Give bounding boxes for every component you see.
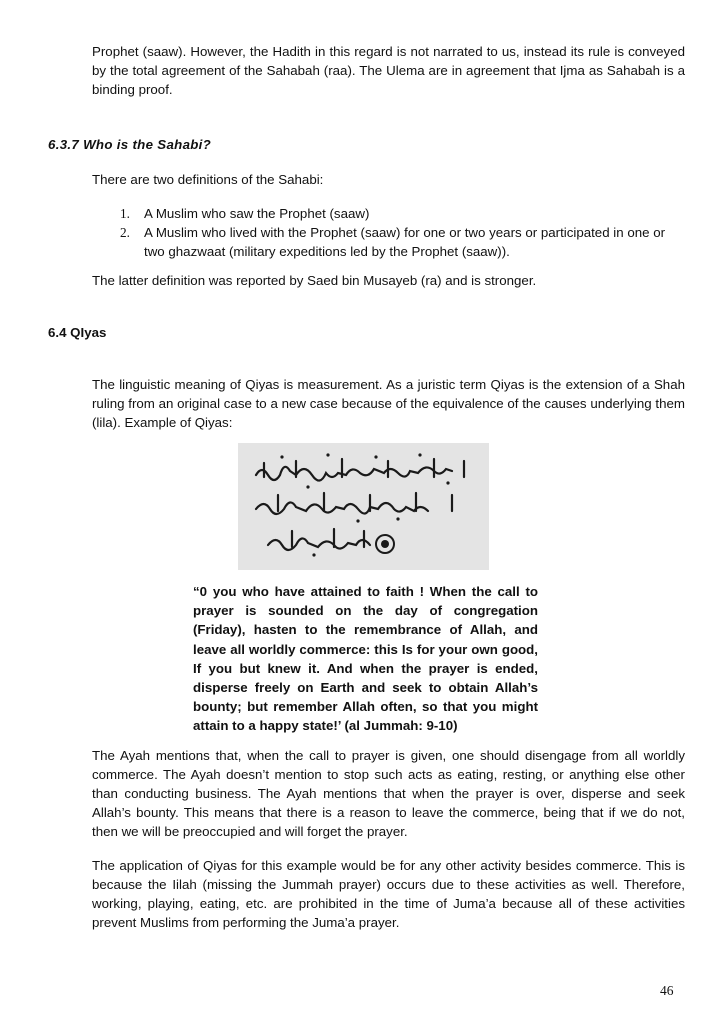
sahabi-conclusion: The latter definition was reported by Saed bin Musayeb (ra) and is stronger. [92, 273, 537, 288]
definition-number: 1. [120, 206, 130, 221]
ayah-explanation-paragraph: The Ayah mentions that, when the call to prayer is given, one should disengage from all worldly commerce. The Ayah doesn’t mention to stop such acts as eating, resting, or anything else other than conducting business. The Ayah mentions that when the prayer is over, disperse and seek Allah’s bounty. This means that there is a reason to leave the commerce, being that if we do not, then we will be preoccupied and will forget the prayer. [92, 748, 685, 839]
definition-number: 2. [120, 225, 130, 240]
definition-text: A Muslim who lived with the Prophet (saaw) for one or two years or participated in one or two ghazwaat (military expeditions led by the Prophet (saaw)). [144, 225, 666, 259]
arabic-calligraphy-graphic [238, 443, 489, 570]
qiyas-definition-paragraph: The linguistic meaning of Qiyas is measurement. As a juristic term Qiyas is the extension of a Shah ruling from an original case to a new case because of the equivalence of the causes underlying them (lila). Example of Qiyas: [92, 377, 685, 430]
page-number: 46 [660, 983, 674, 998]
definition-item [92, 223, 685, 261]
definition-text: A Muslim who saw the Prophet (saaw) [144, 206, 370, 221]
arabic-verse-image [238, 443, 489, 570]
sahabi-definitions-list [92, 204, 685, 261]
intro-paragraph: Prophet (saaw). However, the Hadith in this regard is not narrated to us, instead its rule is conveyed by the total agreement of the Sahabah (raa). The Ulema are in agreement that Ijma as Sahabah is a binding proof. [92, 44, 685, 97]
qiyas-application-paragraph: The application of Qiyas for this example would be for any other activity besides commerce. This is because the Iilah (missing the Jummah prayer) occurs due to these activities as well. Therefore, working, playing, eating, etc. are prohibited in the time of Juma’a because all of these activities prevent Muslims from performing the Juma’a prayer. [92, 858, 685, 930]
section-heading-who-is-sahabi: 6.3.7 Who is the Sahabi? [48, 137, 212, 152]
section-heading-qiyas: 6.4 QIyas [48, 325, 107, 340]
sahabi-definitions-intro: There are two definitions of the Sahabi: [92, 172, 324, 187]
definition-item [92, 204, 685, 223]
quran-translation-quote: “0 you who have attained to faith ! When the call to prayer is sounded on the day of congregation (Friday), hasten to the remembrance of Allah, and leave all worldly commerce: this Is for your own good, If you but knew it. And when the prayer is ended, disperse freely on Earth and seek to obtain Allah’s bounty; but remember Allah often, so that you might attain to a happy state!’ (al Jummah: 9-10) [193, 584, 538, 734]
